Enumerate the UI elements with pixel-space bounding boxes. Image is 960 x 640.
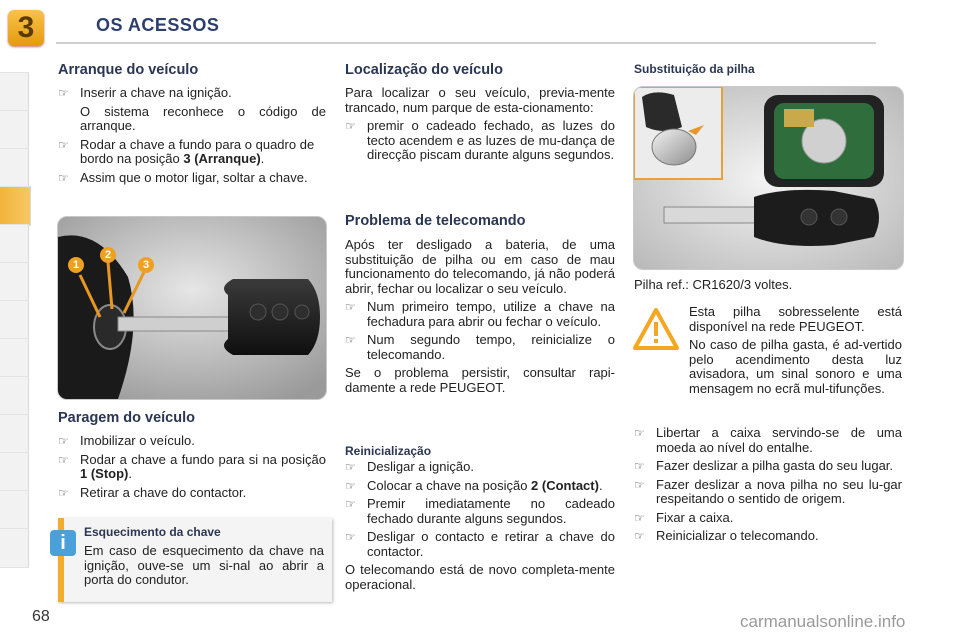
- battery-warning: [689, 305, 902, 396]
- bullet-item: ☞ premir o cadeado fechado, as luzes do tecto acendem e as luzes de mu-dança de direcção piscam durante alguns segundos.: [345, 119, 615, 163]
- chapter-tab[interactable]: [0, 376, 29, 416]
- ignition-key-photo: [57, 216, 327, 400]
- chapter-tab[interactable]: [0, 528, 29, 568]
- key-fob-illustration: [634, 87, 903, 269]
- chapter-tab-active[interactable]: [0, 186, 31, 226]
- battery-ref: Pilha ref.: CR1620/3 voltes.: [634, 277, 793, 292]
- position-label-2: 2: [100, 247, 116, 263]
- chapter-tab[interactable]: [0, 262, 29, 302]
- warning-text-availability: Esta pilha sobresselente está disponível na rede PEUGEOT.: [689, 304, 902, 334]
- reinit-section: [345, 460, 615, 592]
- reinit-result: O telecomando está de novo completa-mente operacional.: [345, 562, 615, 592]
- section-title-locate: Localização do veículo: [345, 62, 503, 78]
- bullet-item: ☞ Num primeiro tempo, utilize a chave na fechadura para abrir ou fechar o veículo.: [345, 300, 615, 329]
- section-title-start: Arranque do veículo: [58, 62, 199, 78]
- chapter-tab[interactable]: [0, 72, 29, 112]
- header-rule: [56, 42, 876, 44]
- position-label-1: 1: [68, 257, 84, 273]
- section-title-problem: Problema de telecomando: [345, 213, 526, 229]
- bullet-item: ☞ Desligar o contacto e retirar a chave do contactor.: [345, 530, 615, 559]
- chapter-title: OS ACESSOS: [96, 15, 220, 35]
- info-icon: i: [50, 530, 76, 556]
- position-label-3: 3: [138, 257, 154, 273]
- warning-text-low-battery: No caso de pilha gasta, é ad-vertido pelo acendimento desta luz avisadora, um sinal sonoro e uma mensagem no ecrã mul-tifunções.: [689, 337, 902, 396]
- problem-section: [345, 238, 615, 395]
- bullet-item: ☞ Imobilizar o veículo.: [58, 434, 326, 449]
- chapter-tab[interactable]: [0, 148, 29, 188]
- bullet-item: ☞ Reinicializar o telecomando.: [634, 529, 902, 544]
- watermark: carmanualsonline.info: [740, 612, 906, 631]
- locate-intro: Para localizar o seu veículo, previa-mente trancado, num parque de esta-cionamento:: [345, 85, 615, 115]
- chapter-tab[interactable]: [0, 490, 29, 530]
- problem-followup: Se o problema persistir, consultar rapi-damente a rede PEUGEOT.: [345, 365, 615, 395]
- chapter-tab[interactable]: [0, 414, 29, 454]
- battery-replacement-photo: [633, 86, 904, 270]
- bullet-item: ☞ Libertar a caixa servindo-se de uma moeda ao nível do entalhe.: [634, 426, 902, 455]
- warning-icon: [633, 308, 679, 350]
- bullet-item: ☞ Inserir a chave na ignição.: [58, 86, 326, 101]
- chapter-tab[interactable]: [0, 338, 29, 378]
- bullet-item: ☞ Rodar a chave a fundo para si na posição 1 (Stop).: [58, 453, 326, 482]
- bullet-item: ☞ Rodar a chave a fundo para o quadro de bordo na posição 3 (Arranque).: [58, 138, 326, 167]
- chapter-tab[interactable]: [0, 452, 29, 492]
- bullet-item: ☞ Retirar a chave do contactor.: [58, 486, 326, 501]
- start-steps: [58, 86, 326, 185]
- chapter-number-badge: 3: [8, 10, 44, 46]
- bullet-item: ☞ Colocar a chave na posição 2 (Contact).: [345, 479, 615, 494]
- info-box-text: Em caso de esquecimento da chave na ignição, ouve-se um si-nal ao abrir a porta do condutor.: [84, 543, 324, 587]
- page-number: 68: [32, 608, 50, 625]
- bullet-item: ☞ Num segundo tempo, reinicialize o telecomando.: [345, 333, 615, 362]
- bullet-item: ☞ Premir imediatamente no cadeado fechado durante alguns segundos.: [345, 497, 615, 526]
- problem-intro: Após ter desligado a bateria, de uma substituição de pilha ou em caso de mau funcionamento do telecomando, já não poderá abrir, fechar ou localizar o seu veículo.: [345, 237, 615, 296]
- section-title-reinit: Reinicialização: [345, 444, 432, 458]
- bullet-item: ☞ Assim que o motor ligar, soltar a chave.: [58, 171, 326, 186]
- stop-steps: [58, 434, 326, 500]
- chapter-tab[interactable]: [0, 110, 29, 150]
- battery-steps: [634, 426, 902, 544]
- bullet-item: ☞ Fixar a caixa.: [634, 511, 902, 526]
- bullet-item: ☞ Fazer deslizar a nova pilha no seu lu-gar respeitando o sentido de origem.: [634, 478, 902, 507]
- chapter-tab[interactable]: [0, 224, 29, 264]
- bullet-item: ☞ Desligar a ignição.: [345, 460, 615, 475]
- locate-section: [345, 86, 615, 163]
- bullet-item: ☞ Fazer deslizar a pilha gasta do seu lugar.: [634, 459, 902, 474]
- info-box-title: Esquecimento da chave: [84, 525, 221, 539]
- info-box-forgotten-key: [58, 518, 332, 602]
- start-note: O sistema reconhece o código de arranque.: [80, 103, 326, 133]
- ignition-illustration: [58, 217, 326, 399]
- section-title-battery: Substituição da pilha: [634, 62, 755, 76]
- chapter-tab[interactable]: [0, 300, 29, 340]
- section-title-stop: Paragem do veículo: [58, 410, 195, 426]
